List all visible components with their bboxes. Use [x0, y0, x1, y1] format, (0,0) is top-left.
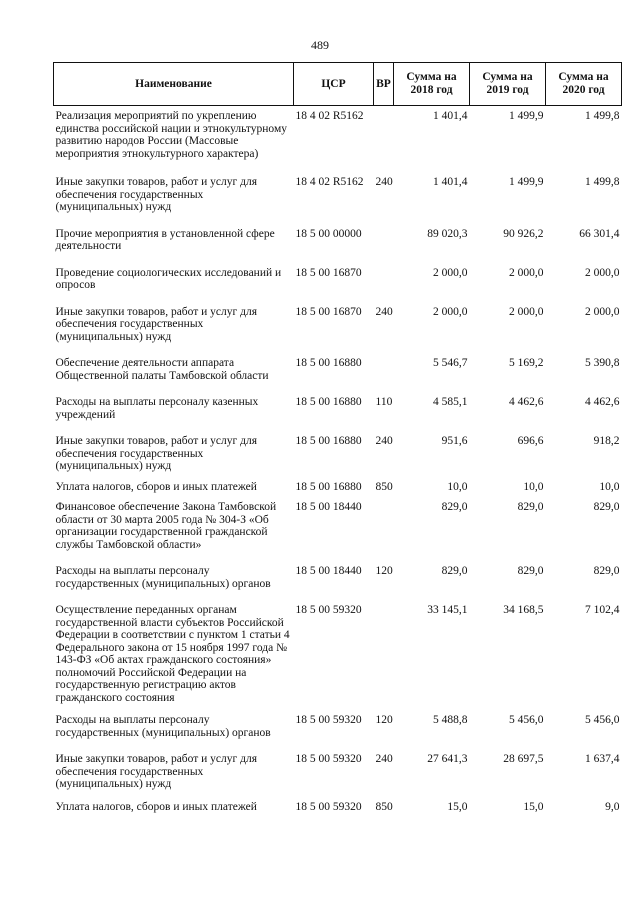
row-vr: 240 [375, 435, 393, 447]
row-sum-2020: 66 301,4 [579, 227, 620, 240]
row-name: Иные закупки товаров, работ и услуг для обеспечения государственных (муниципальных) нужд [55, 435, 257, 472]
table-row [54, 714, 622, 753]
row-sum-2020: 1 499,8 [585, 110, 620, 122]
row-sum-2018: 10,0 [447, 480, 468, 493]
row-sum-2018: 27 641,3 [427, 753, 468, 765]
row-sum-2019: 1 499,9 [509, 110, 544, 122]
row-sum-2020: 7 102,4 [585, 604, 620, 616]
row-sum-2019: 15,0 [523, 800, 544, 813]
row-csr: 18 5 00 59320 [295, 604, 362, 616]
row-sum-2020: 1 499,8 [585, 176, 620, 188]
row-vr: 240 [375, 305, 393, 318]
row-sum-2018: 829,0 [441, 565, 468, 577]
row-sum-2020: 2 000,0 [585, 305, 620, 318]
row-sum-2020: 918,2 [593, 435, 620, 447]
header-sum-2020: Сумма на 2020 год [546, 63, 622, 106]
row-vr [374, 106, 394, 177]
table-row [54, 501, 622, 565]
row-csr: 18 5 00 16880 [295, 396, 362, 408]
row-sum-2020: 4 462,6 [585, 396, 620, 408]
row-sum-2018: 5 546,7 [433, 357, 468, 369]
row-sum-2018: 33 145,1 [427, 604, 468, 616]
row-vr [374, 604, 394, 714]
table-row [54, 565, 622, 604]
row-sum-2020: 5 456,0 [585, 714, 620, 726]
row-csr: 18 5 00 00000 [295, 227, 362, 240]
table-row [54, 396, 622, 435]
row-vr: 240 [375, 176, 393, 188]
row-vr [374, 228, 394, 267]
table-row [54, 481, 622, 502]
table-body [54, 106, 622, 818]
row-sum-2019: 90 926,2 [503, 227, 544, 240]
row-sum-2018: 1 401,4 [433, 110, 468, 122]
row-sum-2018: 829,0 [441, 501, 468, 513]
row-name: Иные закупки товаров, работ и услуг для обеспечения государственных (муниципальных) нужд [55, 305, 257, 343]
row-vr [374, 501, 394, 565]
row-name: Иные закупки товаров, работ и услуг для обеспечения государственных (муниципальных) нужд [55, 176, 257, 213]
row-csr: 18 5 00 16880 [295, 357, 362, 369]
row-sum-2019: 2 000,0 [509, 305, 544, 318]
row-csr: 18 5 00 18440 [295, 501, 362, 513]
row-sum-2019: 28 697,5 [503, 753, 544, 765]
row-sum-2019: 1 499,9 [509, 176, 544, 188]
table-row [54, 801, 622, 818]
row-name: Расходы на выплаты персоналу государственных (муниципальных) органов [55, 714, 271, 739]
row-sum-2018: 951,6 [441, 435, 468, 447]
row-csr: 18 5 00 16880 [295, 435, 362, 447]
row-vr: 850 [375, 480, 393, 493]
row-name: Финансовое обеспечение Закона Тамбовской области от 30 марта 2005 года № 304-З «Об организации государственной гражданской службы Тамбовской области» [55, 501, 277, 551]
row-csr: 18 5 00 18440 [295, 565, 362, 577]
row-vr [374, 267, 394, 306]
row-sum-2019: 34 168,5 [503, 604, 544, 616]
row-sum-2018: 89 020,3 [427, 227, 468, 240]
row-csr: 18 5 00 59320 [295, 753, 362, 765]
row-sum-2019: 5 456,0 [509, 714, 544, 726]
table-row [54, 306, 622, 358]
row-sum-2018: 1 401,4 [433, 176, 468, 188]
row-name: Реализация мероприятий по укреплению единства российской нации и этнокультурному развитию народов России (Массовые мероприятия этнокультурного характера) [55, 110, 287, 160]
row-sum-2019: 829,0 [517, 501, 544, 513]
row-csr: 18 4 02 R5162 [295, 110, 364, 122]
row-sum-2018: 4 585,1 [433, 396, 468, 408]
budget-table [53, 62, 622, 817]
row-sum-2019: 10,0 [523, 480, 544, 493]
row-name: Уплата налогов, сборов и иных платежей [55, 800, 257, 813]
row-csr: 18 5 00 16880 [295, 480, 362, 493]
row-vr [374, 357, 394, 396]
table-row [54, 228, 622, 267]
header-sum-2019: Сумма на 2019 год [470, 63, 546, 106]
row-csr: 18 4 02 R5162 [295, 176, 364, 188]
row-sum-2019: 5 169,2 [509, 357, 544, 369]
row-vr: 850 [375, 800, 393, 813]
table-row [54, 267, 622, 306]
row-sum-2019: 4 462,6 [509, 396, 544, 408]
row-csr: 18 5 00 16870 [295, 305, 362, 318]
table-row [54, 435, 622, 481]
row-csr: 18 5 00 59320 [295, 800, 362, 813]
row-sum-2020: 10,0 [599, 480, 620, 493]
page-number: 489 [311, 38, 329, 52]
row-name: Расходы на выплаты персоналу государственных (муниципальных) органов [55, 565, 271, 590]
row-name: Уплата налогов, сборов и иных платежей [55, 480, 257, 493]
row-sum-2019: 829,0 [517, 565, 544, 577]
header-sum-2018: Сумма на 2018 год [394, 63, 470, 106]
header-vr: ВР [374, 63, 394, 106]
table-row [54, 753, 622, 801]
row-sum-2019: 696,6 [517, 435, 544, 447]
row-sum-2020: 829,0 [593, 501, 620, 513]
row-name: Обеспечение деятельности аппарата Общественной палаты Тамбовской области [55, 357, 269, 382]
row-sum-2020: 5 390,8 [585, 357, 620, 369]
row-sum-2020: 2 000,0 [585, 266, 620, 279]
table-row [54, 176, 622, 228]
row-sum-2018: 5 488,8 [433, 714, 468, 726]
row-sum-2020: 1 637,4 [585, 753, 620, 765]
row-name: Иные закупки товаров, работ и услуг для обеспечения государственных (муниципальных) нужд [55, 753, 257, 790]
row-sum-2020: 9,0 [605, 800, 620, 813]
header-csr: ЦСР [294, 63, 374, 106]
row-csr: 18 5 00 16870 [295, 266, 362, 279]
row-name: Осуществление переданных органам государственной власти субъектов Российской Федерации в соответствии с пунктом 1 статьи 4 Федерального закона от 15 ноября 1997 года № 143-ФЗ «Об актах гражданского состояния» полномочий Российской Федерации на государственную регистрацию актов гражданского состояния [55, 604, 290, 704]
row-vr: 240 [375, 753, 393, 765]
table-row [54, 604, 622, 714]
row-sum-2018: 2 000,0 [433, 305, 468, 318]
row-sum-2018: 15,0 [447, 800, 468, 813]
row-name: Проведение социологических исследований и опросов [55, 266, 282, 291]
row-csr: 18 5 00 59320 [295, 714, 362, 726]
row-vr: 120 [375, 714, 393, 726]
row-vr: 110 [375, 396, 393, 408]
table-row [54, 357, 622, 396]
header-name: Наименование [54, 63, 294, 106]
row-sum-2020: 829,0 [593, 565, 620, 577]
table-row [54, 106, 622, 177]
row-sum-2018: 2 000,0 [433, 266, 468, 279]
row-sum-2019: 2 000,0 [509, 266, 544, 279]
table-header [54, 63, 622, 106]
row-name: Прочие мероприятия в установленной сфере деятельности [55, 227, 275, 252]
row-name: Расходы на выплаты персоналу казенных учреждений [55, 396, 259, 421]
row-vr: 120 [375, 565, 393, 577]
